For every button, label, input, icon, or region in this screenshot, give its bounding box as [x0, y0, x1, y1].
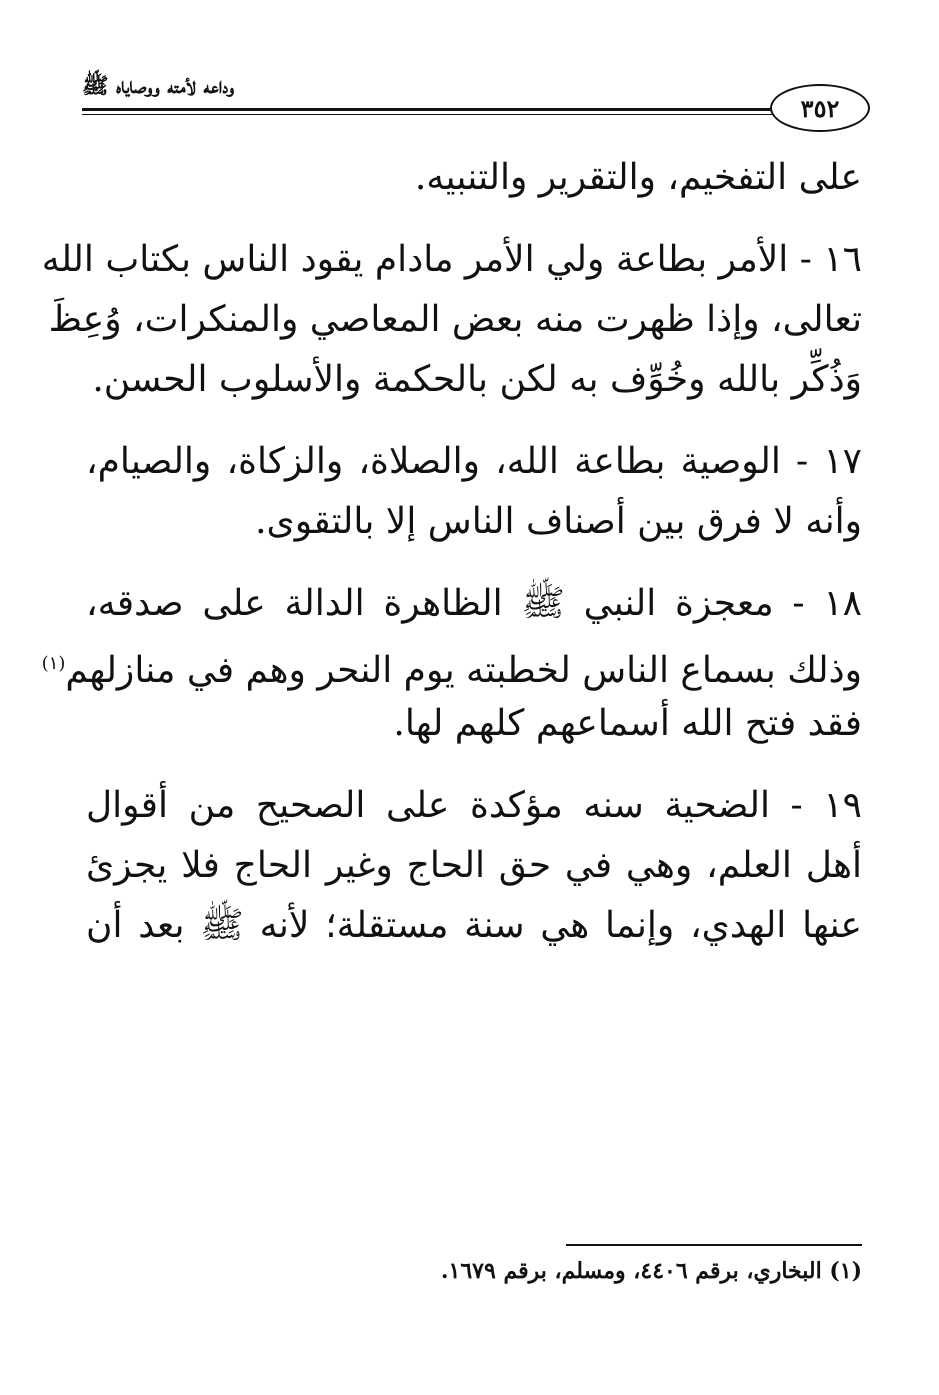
paragraph-18 — [41, 574, 862, 754]
text-line: وأنه لا فرق بين أصناف الناس إلا بالتقوى. — [255, 501, 862, 542]
footnote-rule — [566, 1244, 862, 1246]
paragraph-17 — [86, 432, 862, 552]
header-rule-thick — [82, 108, 772, 111]
paragraph-19 — [86, 776, 862, 956]
text-line-content: وذلك بسماع الناس لخطبته يوم النحر وهم في منازلهم — [65, 650, 862, 691]
header-rule-thin — [82, 114, 772, 115]
text-line: عنها الهدي، وإنما هي سنة مستقلة؛ لأنه ﷺ بعد أن — [86, 905, 862, 946]
text-line: ١٧ - الوصية بطاعة الله، والصلاة، والزكاة، والصيام، — [86, 441, 862, 482]
body-text — [41, 148, 862, 978]
footnote: (١) البخاري، برقم ٤٤٠٦، ومسلم، برقم ١٦٧٩. — [440, 1258, 862, 1284]
text-line-with-footnote — [41, 634, 862, 694]
text-line: على التفخيم، والتقرير والتنبيه. — [414, 157, 862, 198]
paragraph-16 — [41, 230, 862, 410]
text-line: أهل العلم، وهي في حق الحاج وغير الحاج فلا يجزئ — [86, 845, 862, 886]
footnote-marker: (١) — [41, 653, 66, 674]
text-line: تعالى، وإذا ظهرت منه بعض المعاصي والمنكرات، وُعِظَ — [48, 299, 862, 340]
text-line: ١٨ - معجزة النبي ﷺ الظاهرة الدالة على صدقه، — [86, 583, 862, 624]
text-line: فقد فتح الله أسماعهم كلهم لها. — [393, 703, 862, 744]
page-header — [82, 62, 872, 132]
paragraph-intro — [86, 148, 862, 208]
page-number: ٣٥٢ — [770, 84, 870, 132]
running-head: وداعه لأمته ووصاياه ﷺ — [82, 73, 235, 99]
text-line: ١٩ - الضحية سنه مؤكدة على الصحيح من أقوال — [86, 785, 862, 826]
text-line: وَذُكِّر بالله وخُوِّف به لكن بالحكمة والأسلوب الحسن. — [92, 359, 862, 400]
text-line: ١٦ - الأمر بطاعة ولي الأمر مادام يقود الناس بكتاب الله — [41, 239, 862, 280]
